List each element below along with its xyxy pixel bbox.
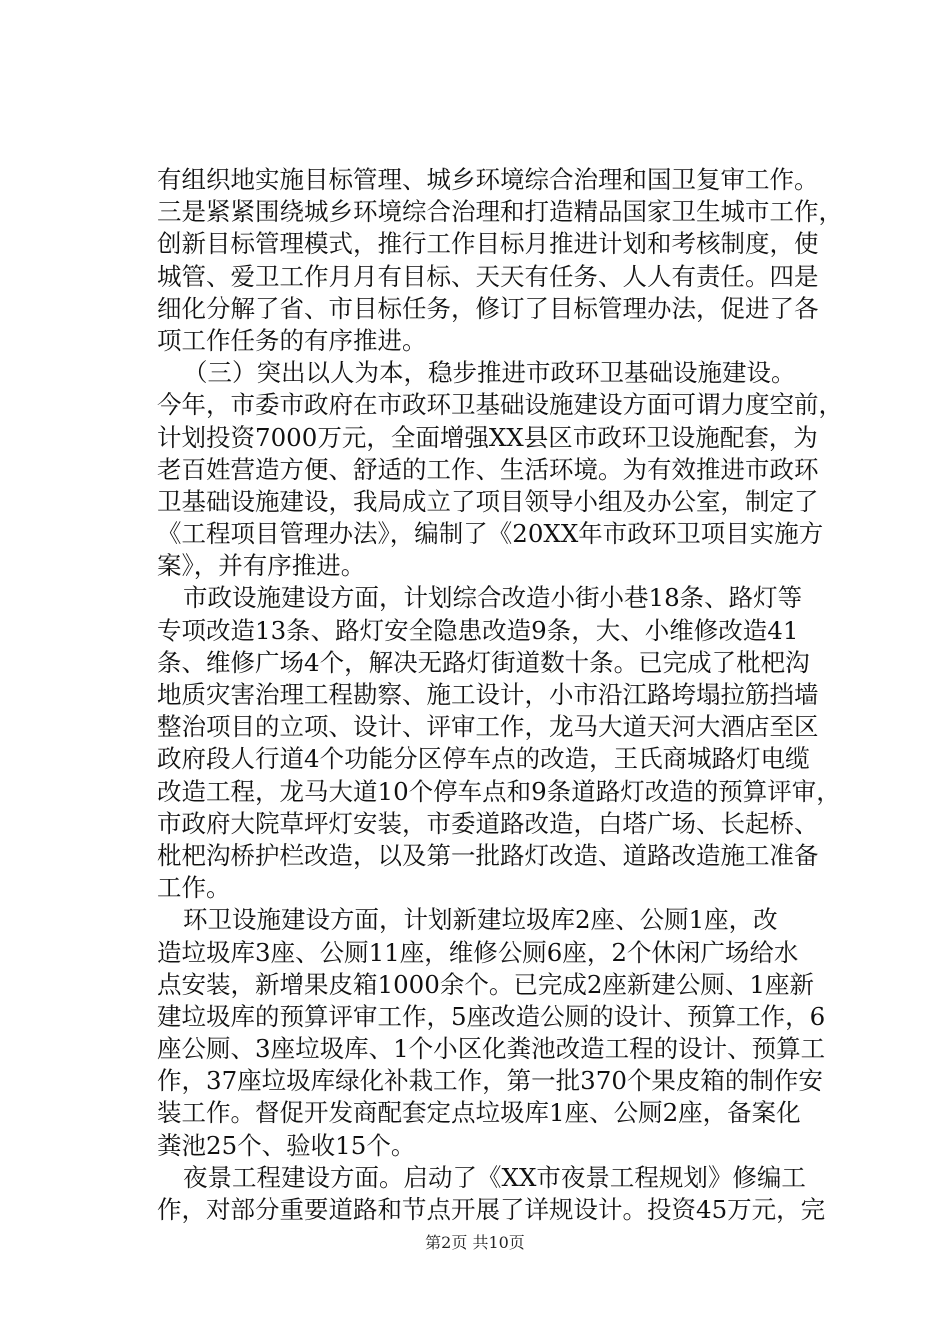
paragraph-first-line: （三）突出以人为本，稳步推进市政环卫基础设施建设。 — [183, 358, 796, 388]
text-line: 卫基础设施建设，我局成立了项目领导小组及办公室，制定了 — [157, 486, 819, 516]
paragraph-first-line: 环卫设施建设方面，计划新建垃圾库2座、公厕1座，改 — [183, 905, 778, 935]
text-line: 创新目标管理模式，推行工作目标月推进计划和考核制度，使 — [157, 229, 819, 259]
text-line: 点安装，新增果皮箱1000余个。已完成2座新建公厕、1座新 — [157, 969, 815, 999]
text-line: 条、维修广场4个，解决无路灯街道数十条。已完成了枇杷沟 — [157, 647, 810, 677]
page-footer — [0, 1230, 950, 1253]
text-line: 有组织地实施目标管理、城乡环境综合治理和国卫复审工作。 — [157, 165, 819, 194]
text-line: 粪池25个、验收15个。 — [157, 1130, 416, 1160]
text-line: 细化分解了省、市目标任务，修订了目标管理办法，促进了各 — [157, 293, 819, 323]
text-line: 《工程项目管理办法》，编制了《20XX年市政环卫项目实施方 — [157, 519, 824, 549]
text-line: 建垃圾库的预算评审工作，5座改造公厕的设计、预算工作，6 — [157, 1001, 826, 1031]
text-line: 专项改造13条、路灯安全隐患改造9条，大、小维修改造41 — [157, 615, 799, 645]
text-line: 装工作。督促开发商配套定点垃圾库1座、公厕2座，备案化 — [157, 1098, 801, 1128]
text-line: 项工作任务的有序推进。 — [157, 325, 427, 355]
text-line: 作，对部分重要道路和节点开展了详规设计。投资45万元，完 — [157, 1195, 826, 1224]
text-line: 案》，并有序推进。 — [157, 551, 366, 581]
text-line: 座公厕、3座垃圾库、1个小区化粪池改造工程的设计、预算工 — [157, 1034, 826, 1064]
document-body — [157, 164, 843, 1226]
text-line: 地质灾害治理工程勘察、施工设计，小市沿江路垮塌拉筋挡墙 — [157, 680, 819, 709]
text-line: 城管、爱卫工作月月有目标、天天有任务、人人有责任。四是 — [157, 261, 819, 291]
text-line: 造垃圾库3座、公厕11座，维修公厕6座，2个休闲广场给水 — [157, 937, 799, 967]
text-line: 市政府大院草坪灯安装，市委道路改造，白塔广场、长起桥、 — [157, 808, 819, 838]
text-line: 计划投资7000万元，全面增强XX县区市政环卫设施配套，为 — [157, 422, 818, 452]
text-line: 工作。 — [157, 873, 231, 903]
text-line: 今年，市委市政府在市政环卫基础设施建设方面可谓力度空前， — [157, 390, 843, 420]
page-number-label: 第2页 共10页 — [425, 1233, 525, 1252]
paragraph-first-line: 市政设施建设方面，计划综合改造小街小巷18条、路灯等 — [183, 583, 803, 613]
text-line: 老百姓营造方便、舒适的工作、生活环境。为有效推进市政环 — [157, 454, 819, 484]
text-line: 枇杷沟桥护栏改造，以及第一批路灯改造、道路改造施工准备 — [157, 840, 819, 870]
text-line: 作，37座垃圾库绿化补栽工作，第一批370个果皮箱的制作安 — [157, 1066, 823, 1096]
paragraph-first-line: 夜景工程建设方面。启动了《XX市夜景工程规划》修编工 — [183, 1162, 806, 1192]
text-line: 整治项目的立项、设计、评审工作，龙马大道天河大酒店至区 — [157, 712, 819, 742]
text-line: 政府段人行道4个功能分区停车点的改造，王氏商城路灯电缆 — [157, 744, 810, 774]
text-line: 三是紧紧围绕城乡环境综合治理和打造精品国家卫生城市工作， — [157, 197, 843, 227]
text-line: 改造工程，龙马大道10个停车点和9条道路灯改造的预算评审， — [157, 776, 841, 806]
